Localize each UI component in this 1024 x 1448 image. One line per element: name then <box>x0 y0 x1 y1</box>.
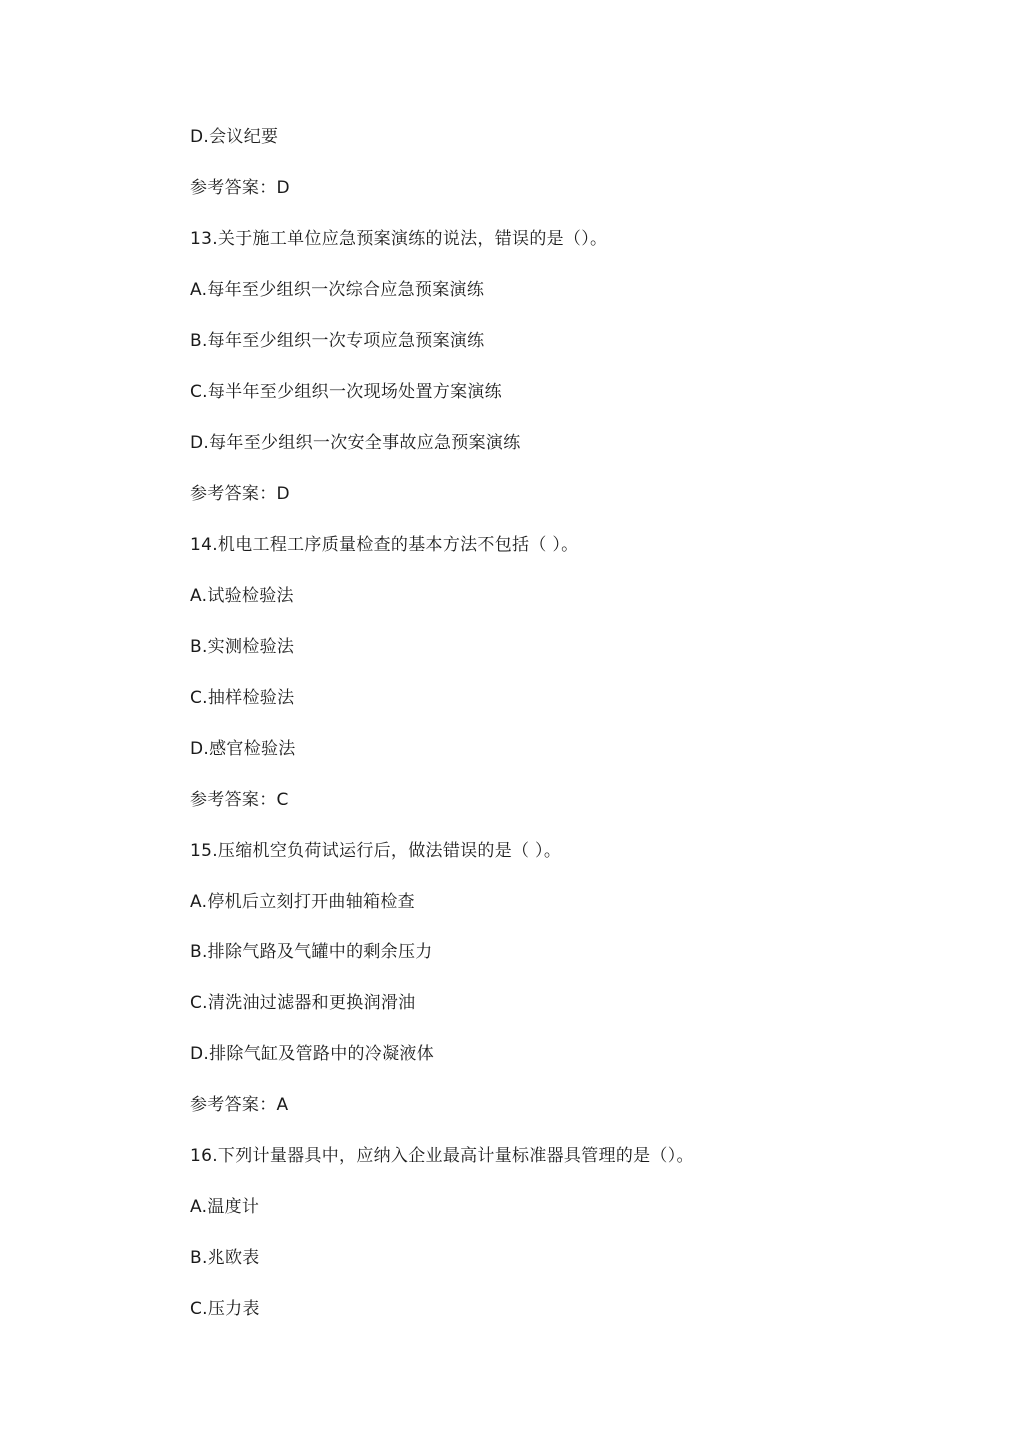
q14-option-c: C.抽样检验法 <box>190 688 295 708</box>
q14-option-d: D.感官检验法 <box>190 739 296 759</box>
q12-answer: 参考答案：D <box>190 178 290 198</box>
q16-option-a: A.温度计 <box>190 1197 260 1217</box>
q13-option-c: C.每半年至少组织一次现场处置方案演练 <box>190 382 502 402</box>
q15-option-b: B.排除气路及气罐中的剩余压力 <box>190 942 433 962</box>
q15-option-a: A.停机后立刻打开曲轴箱检查 <box>190 892 415 912</box>
q13-question: 13.关于施工单位应急预案演练的说法，错误的是（）。 <box>190 229 608 249</box>
q16-option-c: C.压力表 <box>190 1299 260 1319</box>
q15-answer: 参考答案：A <box>190 1095 289 1115</box>
q12-option-d: D.会议纪要 <box>190 127 279 147</box>
q13-answer: 参考答案：D <box>190 484 290 504</box>
q15-option-c: C.清洗油过滤器和更换润滑油 <box>190 993 416 1013</box>
q13-option-d: D.每年至少组织一次安全事故应急预案演练 <box>190 433 521 453</box>
q16-option-b: B.兆欧表 <box>190 1248 260 1268</box>
q14-option-b: B.实测检验法 <box>190 637 295 657</box>
q15-option-d: D.排除气缸及管路中的冷凝液体 <box>190 1044 434 1064</box>
q16-question: 16.下列计量器具中，应纳入企业最高计量标准器具管理的是（）。 <box>190 1146 694 1166</box>
q14-answer: 参考答案：C <box>190 790 289 810</box>
q13-option-a: A.每年至少组织一次综合应急预案演练 <box>190 280 485 300</box>
q14-question: 14.机电工程工序质量检查的基本方法不包括（ ）。 <box>190 535 579 555</box>
q14-option-a: A.试验检验法 <box>190 586 294 606</box>
q15-question: 15.压缩机空负荷试运行后，做法错误的是（ ）。 <box>190 841 562 861</box>
q13-option-b: B.每年至少组织一次专项应急预案演练 <box>190 331 485 351</box>
